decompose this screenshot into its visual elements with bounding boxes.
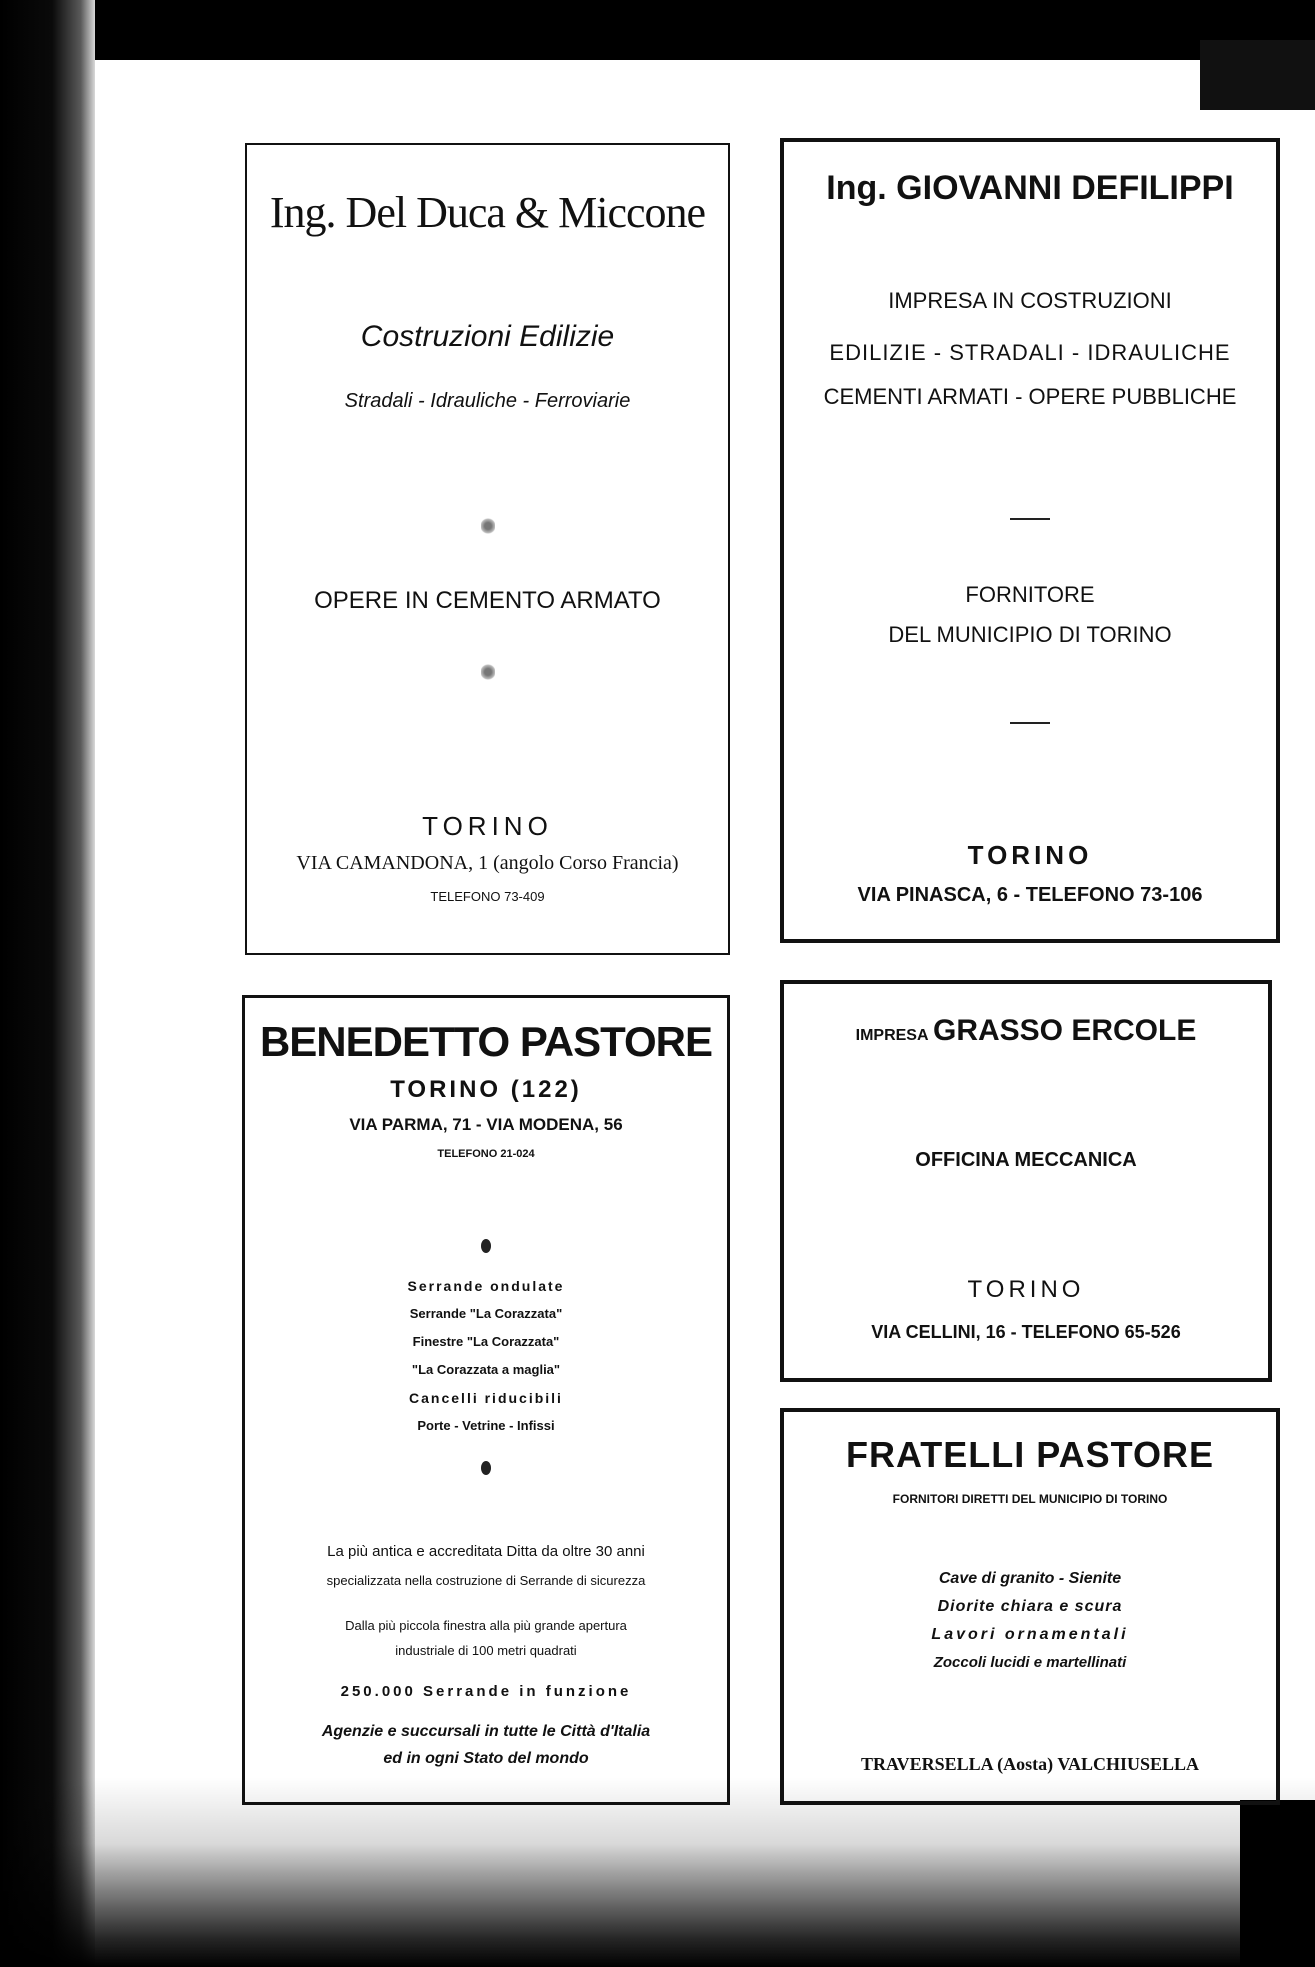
scan-edge-top-right (1200, 40, 1315, 110)
ad-agencies-2: ed in ogni Stato del mondo (383, 1750, 589, 1767)
ad-supplier-1: FORNITORE (965, 582, 1095, 607)
ad-title-prefix: IMPRESA (855, 1027, 929, 1044)
ad-grasso-ercole (780, 980, 1272, 1382)
ad-benedetto-pastore (242, 995, 730, 1805)
ad-phone: TELEFONO 73-409 (430, 889, 545, 904)
product-item: Porte - Vetrine - Infissi (417, 1418, 555, 1433)
ad-line-2: EDILIZIE - STRADALI - IDRAULICHE (829, 340, 1231, 365)
ad-subtitle: FORNITORI DIRETTI DEL MUNICIPIO DI TORINO (892, 1492, 1168, 1506)
ad-title (784, 1014, 1268, 1048)
ad-service: OFFICINA MECCANICA (915, 1149, 1137, 1171)
ornament-icon (247, 663, 728, 685)
ad-title-name: GRASSO ERCOLE (932, 1014, 1197, 1047)
ad-address: VIA CAMANDONA, 1 (angolo Corso Francia) (296, 852, 679, 874)
ad-address: VIA CELLINI, 16 - TELEFONO 65-526 (871, 1322, 1181, 1342)
product-item: Serrande "La Corazzata" (409, 1306, 563, 1321)
product-item: Finestre "La Corazzata" (412, 1334, 560, 1349)
list-item: Diorite chiara e scura (937, 1598, 1123, 1615)
ad-address: VIA PINASCA, 6 - TELEFONO 73-106 (857, 884, 1203, 906)
bullet-icon (245, 1460, 727, 1479)
ad-title: BENEDETTO PASTORE (259, 1018, 713, 1065)
ad-specialties: Stradali - Idrauliche - Ferroviarie (344, 390, 631, 412)
ad-phone: TELEFONO 21-024 (437, 1148, 535, 1160)
ad-address: VIA PARMA, 71 - VIA MODENA, 56 (349, 1115, 623, 1134)
ornament-icon (247, 517, 728, 539)
ad-location: TRAVERSELLA (Aosta) VALCHIUSELLA (860, 1754, 1200, 1774)
bullet-icon (245, 1238, 727, 1257)
ad-description-3: Dalla più piccola finestra alla più grande apertura (345, 1618, 627, 1633)
ad-subtitle: Costruzioni Edilizie (360, 320, 615, 353)
ad-city: TORINO (967, 840, 1093, 870)
scan-edge-left (0, 0, 95, 1967)
product-item: Serrande ondulate (407, 1278, 565, 1294)
ad-line-1: IMPRESA IN COSTRUZIONI (888, 288, 1172, 313)
list-item: Lavori ornamentali (931, 1626, 1129, 1643)
ad-service: OPERE IN CEMENTO ARMATO (314, 587, 661, 614)
ad-del-duca (245, 143, 730, 955)
dash-ornament (784, 508, 1276, 527)
ad-supplier-2: DEL MUNICIPIO DI TORINO (888, 622, 1172, 647)
ad-description-4: industriale di 100 metri quadrati (395, 1643, 577, 1658)
scan-edge-right (1240, 1800, 1315, 1967)
ad-fratelli-pastore (780, 1408, 1280, 1805)
list-item: Cave di granito - Sienite (938, 1570, 1122, 1587)
ad-city: TORINO (422, 811, 553, 841)
scan-edge-bottom (0, 1777, 1315, 1967)
scan-edge-top (0, 0, 1315, 60)
ad-title: FRATELLI PASTORE (845, 1434, 1214, 1475)
ad-title: Ing. GIOVANNI DEFILIPPI (826, 169, 1234, 207)
product-item: Cancelli riducibili (409, 1390, 563, 1406)
ad-agencies-1: Agenzie e succursali in tutte le Città d'Italia (321, 1723, 651, 1740)
ad-count: 250.000 Serrande in funzione (340, 1683, 632, 1700)
ad-description-2: specializzata nella costruzione di Serrande di sicurezza (326, 1573, 646, 1588)
ad-line-3: CEMENTI ARMATI - OPERE PUBBLICHE (823, 384, 1237, 409)
dash-ornament (784, 712, 1276, 731)
ad-city: TORINO (122) (390, 1076, 582, 1103)
ad-city: TORINO (967, 1276, 1085, 1303)
ad-description-1: La più antica e accreditata Ditta da oltre 30 anni (327, 1543, 645, 1560)
list-item: Zoccoli lucidi e martellinati (933, 1654, 1127, 1671)
ad-defilippi (780, 138, 1280, 943)
product-item: "La Corazzata a maglia" (411, 1362, 561, 1377)
ad-title: Ing. Del Duca & Miccone (269, 188, 706, 237)
